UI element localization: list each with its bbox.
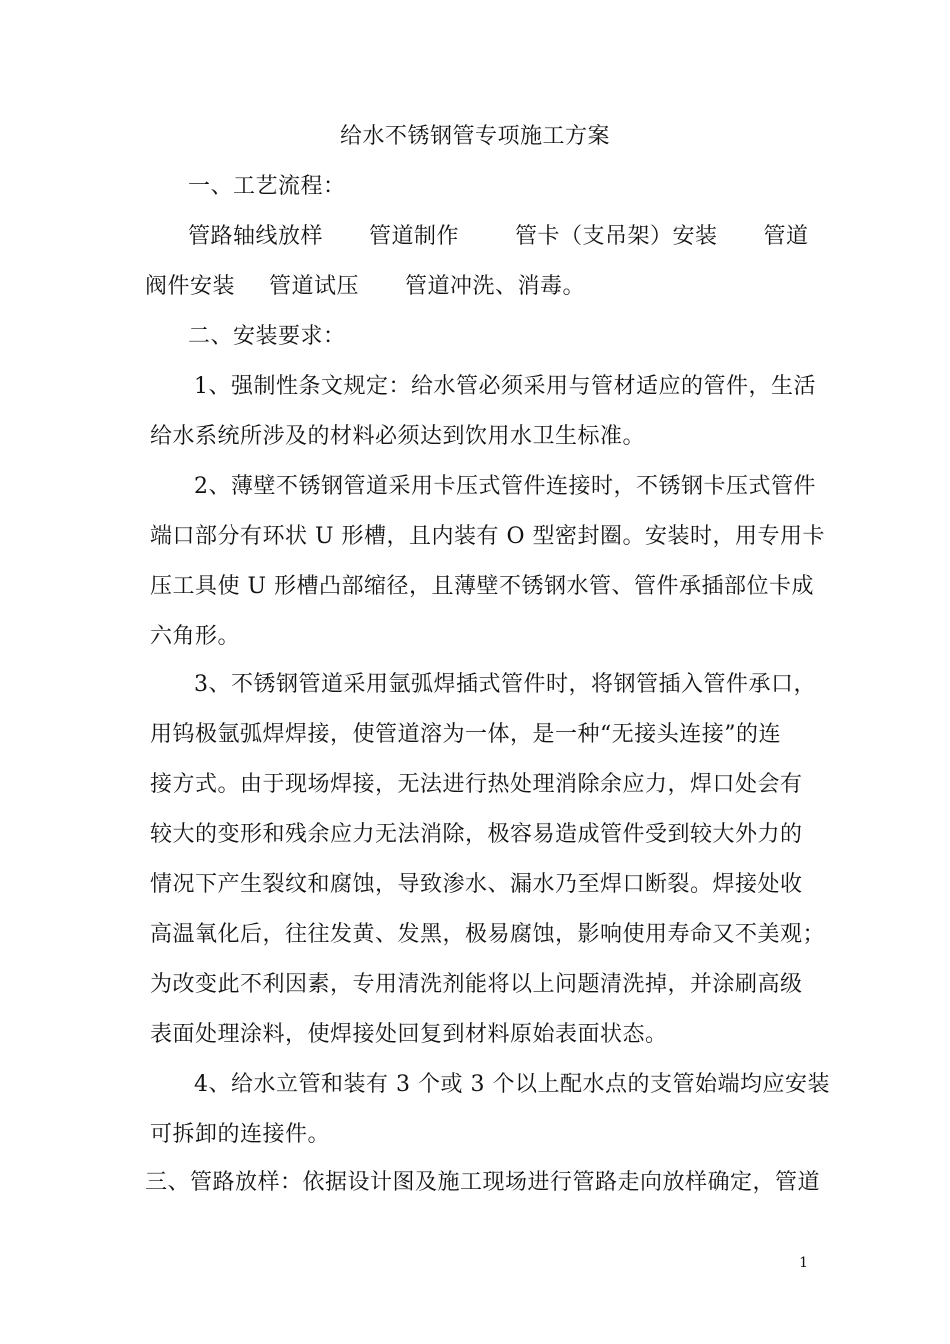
section2-heading: 二、安装要求：	[188, 324, 346, 349]
document-title: 给水不锈钢管专项施工方案	[339, 124, 610, 149]
flow-step-2: 管道制作	[369, 224, 460, 249]
flow-step-5: 管道试压	[269, 274, 360, 299]
item3-line8: 表面处理涂料，使焊接处回复到材料原始表面状态。	[150, 1022, 668, 1047]
item1-line2: 给水系统所涉及的材料必须达到饮用水卫生标准。	[150, 424, 646, 449]
item3-line4: 较大的变形和残余应力无法消除，极容易造成管件受到较大外力的	[150, 822, 803, 847]
item2-line2: 端口部分有环状 U 形槽，且内装有 O 型密封圈。安装时，用专用卡	[150, 524, 826, 549]
item3-line3: 接方式。由于现场焊接，无法进行热处理消除余应力，焊口处会有	[150, 772, 803, 797]
flow-step-3: 管卡（支吊架）安装	[515, 224, 718, 249]
item3-line7: 为改变此不利因素，专用清洗剂能将以上问题清洗掉，并涂刷高级	[150, 972, 803, 997]
flow-step-6: 管道冲洗、消毒。	[405, 274, 586, 299]
flow-step-4-cont: 阀件安装	[145, 274, 236, 299]
item4-line1: 4、给水立管和装有 3 个或 3 个以上配水点的支管始端均应安装	[194, 1072, 830, 1097]
flow-step-1: 管路轴线放样	[188, 224, 324, 249]
item2-line1: 2、薄壁不锈钢管道采用卡压式管件连接时，不锈钢卡压式管件	[194, 474, 816, 499]
page-number: 1	[799, 1255, 808, 1271]
item1-line1: 1、强制性条文规定：给水管必须采用与管材适应的管件，生活	[194, 374, 816, 399]
item3-line6: 高温氧化后，往往发黄、发黑，极易腐蚀，影响使用寿命又不美观；	[150, 922, 826, 947]
item3-line2: 用钨极氩弧焊焊接，使管道溶为一体，是一种“无接头连接”的连	[150, 722, 781, 747]
flow-line-2	[145, 272, 585, 302]
flow-line-1	[188, 222, 809, 252]
item4-line2: 可拆卸的连接件。	[150, 1122, 331, 1147]
item2-line3: 压工具使 U 形槽凸部缩径，且薄壁不锈钢水管、管件承插部位卡成	[150, 574, 815, 599]
flow-step-4: 管道	[763, 224, 809, 249]
section1-heading: 一、工艺流程：	[188, 174, 346, 199]
item2-line4: 六角形。	[150, 624, 241, 649]
item3-line1: 3、不锈钢管道采用氩弧焊插式管件时，将钢管插入管件承口，	[194, 672, 816, 697]
section3-line1: 三、管路放样：依据设计图及施工现场进行管路走向放样确定，管道	[145, 1170, 821, 1195]
item3-line5: 情况下产生裂纹和腐蚀，导致渗水、漏水乃至焊口断裂。焊接处收	[150, 872, 803, 897]
